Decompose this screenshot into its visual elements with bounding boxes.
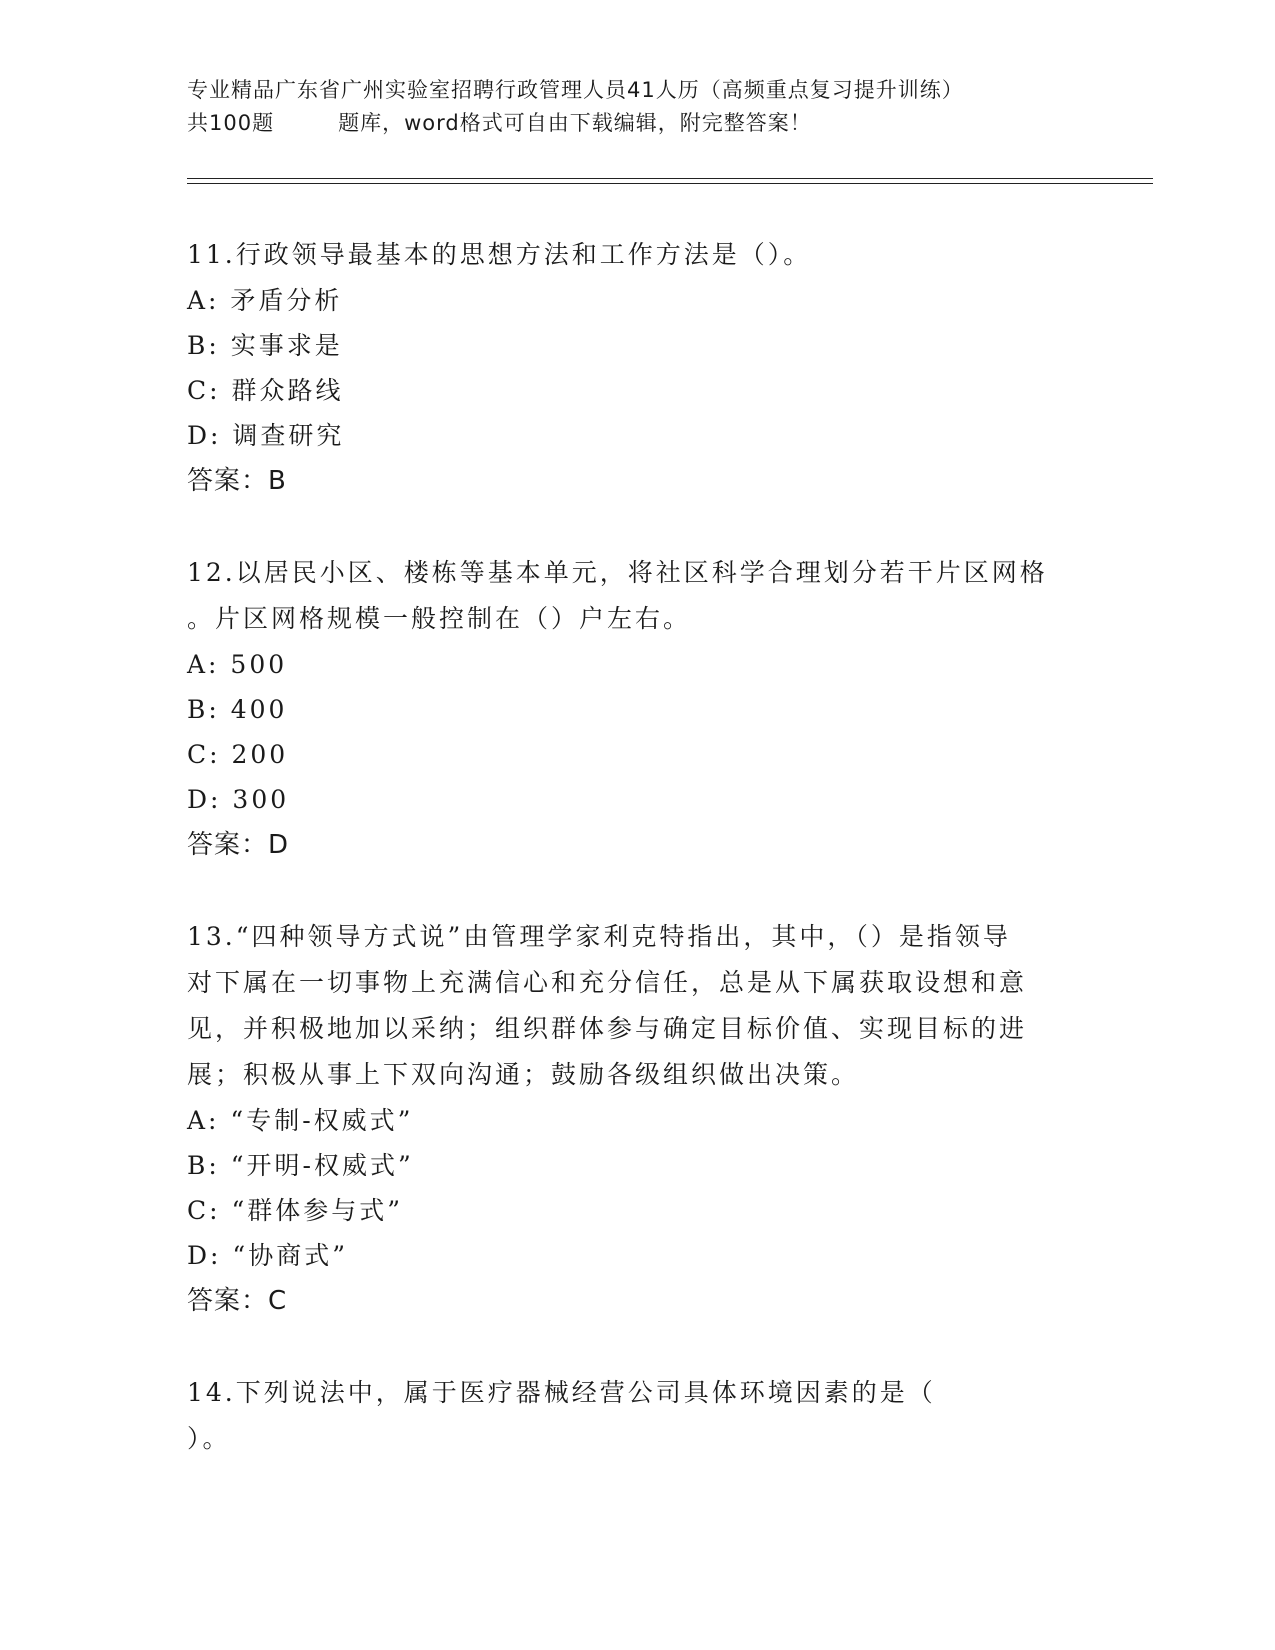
question-list — [187, 232, 1087, 1508]
question-text-line: 展；积极从事上下双向沟通；鼓励各级组织做出决策。 — [187, 1060, 860, 1089]
answer: 答案：C — [187, 1286, 288, 1316]
header-divider-bottom — [187, 183, 1153, 184]
option-c: C: 群众路线 — [187, 376, 344, 405]
document-header — [187, 74, 1117, 140]
option-a: A: “专制-权威式” — [187, 1106, 414, 1135]
question-text-line: 13.“四种领导方式说”由管理学家利克特指出，其中，（）是指领导 — [187, 922, 1011, 951]
option-c: C: “群体参与式” — [187, 1196, 404, 1225]
option-b: B: 实事求是 — [187, 331, 343, 360]
question-text-line: ）。 — [187, 1424, 231, 1453]
question-11 — [187, 232, 1087, 504]
option-c: C: 200 — [187, 740, 289, 769]
question-text-line: 。片区网格规模一般控制在（）户左右。 — [187, 604, 692, 633]
option-d: D: 300 — [187, 785, 290, 814]
option-a: A: 矛盾分析 — [187, 286, 343, 315]
option-d: D: “协商式” — [187, 1241, 348, 1270]
answer: 答案：B — [187, 466, 287, 496]
question-text-line: 对下属在一切事物上充满信心和充分信任，总是从下属获取设想和意 — [187, 968, 1028, 997]
question-text: 11.行政领导最基本的思想方法和工作方法是（）。 — [187, 240, 812, 269]
option-a: A: 500 — [187, 650, 288, 679]
header-title-line: 专业精品广东省广州实验室招聘行政管理人员41人历（高频重点复习提升训练） — [187, 78, 964, 102]
option-d: D: 调查研究 — [187, 421, 345, 450]
option-b: B: 400 — [187, 695, 288, 724]
question-text-line: 见，并积极地加以采纳；组织群体参与确定目标价值、实现目标的进 — [187, 1014, 1028, 1043]
question-13 — [187, 914, 1087, 1324]
header-question-count: 共100题 — [187, 111, 275, 135]
option-b: B: “开明-权威式” — [187, 1151, 414, 1180]
answer: 答案：D — [187, 830, 290, 860]
question-12 — [187, 550, 1087, 868]
header-divider-top — [187, 178, 1153, 179]
question-text-line: 12.以居民小区、楼栋等基本单元，将社区科学合理划分若干片区网格 — [187, 558, 1048, 587]
header-description: 题库，word格式可自由下载编辑，附完整答案！ — [338, 111, 812, 135]
question-14 — [187, 1370, 1087, 1462]
header-subtitle-line — [187, 107, 1117, 140]
question-text-line: 14.下列说法中，属于医疗器械经营公司具体环境因素的是（ — [187, 1378, 936, 1407]
